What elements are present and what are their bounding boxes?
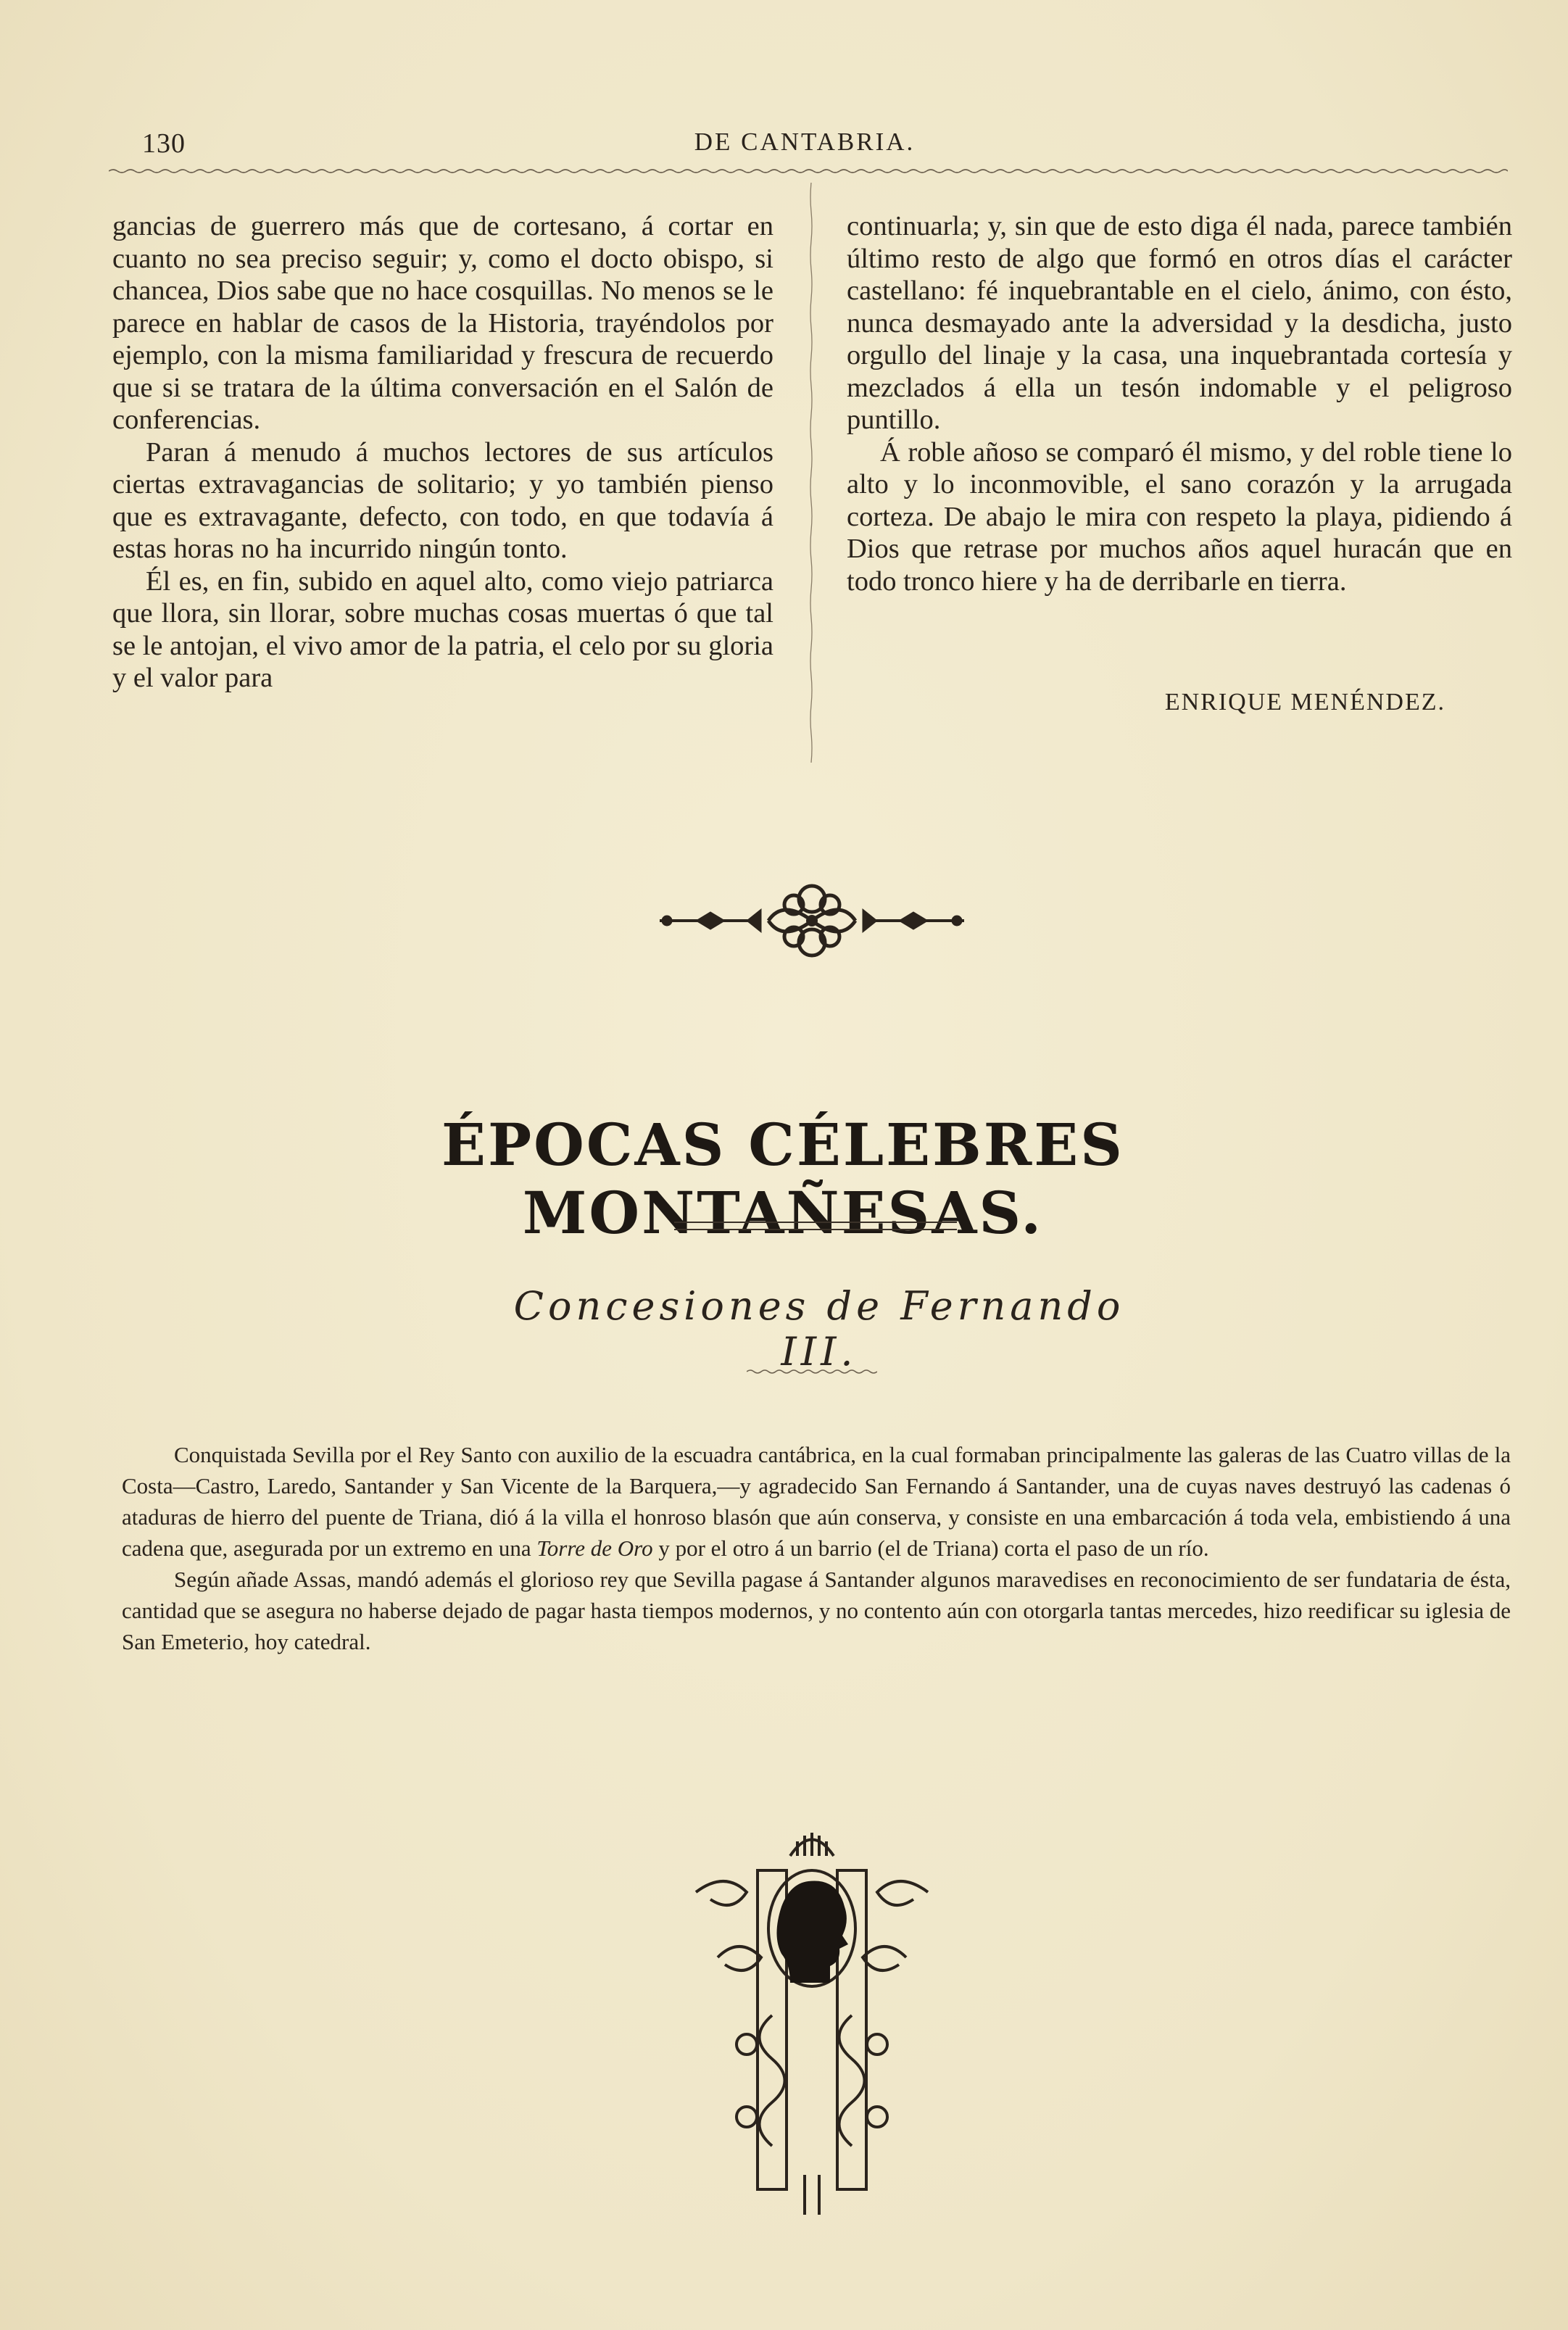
right-column [847, 210, 1512, 597]
section-title: ÉPOCAS CÉLEBRES MONTAÑESAS. [441, 1111, 1124, 1247]
header-wavy-rule [109, 168, 1508, 174]
left-paragraph-3: Él es, en fin, subido en aquel alto, como viejo patriarca que llora, sin llorar, sobre muchas cosas muertas ó que tal se le antojan, el vivo amor de la patria, el celo por su gloria y el valor para [112, 565, 773, 693]
left-paragraph-1: gancias de guerrero más que de cortesano, á cortar en cuanto no sea preciso seguir; y, como el docto obispo, si chancea, Dios sabe que no hace cosquillas. No menos se le parece en hablar de casos de la Historia, trayéndolos por ejemplo, con la misma familiaridad y frescura de recuerdo que si se tratara de la última conversación en el Salón de conferencias. [112, 211, 773, 435]
printer-ornament-icon [652, 870, 971, 964]
body-paragraph-1 [122, 1439, 1511, 1564]
subtitle-wavy-rule [747, 1369, 877, 1375]
right-paragraph-1: continuarla; y, sin que de esto diga él nada, parece también último resto de algo que formó en otros días el carácter castellano: fé inquebrantable en el cielo, ánimo, con ésto, nunca desmayado ante la adversidad y la desdicha, justo orgullo del linaje y la casa, una inquebrantada cortesía y mezclados á ella un tesón indomable y el peligroso puntillo. [847, 211, 1512, 435]
author-signature: ENRIQUE MENÉNDEZ. [1164, 689, 1445, 716]
body-paragraph-1-text-end: y por el otro á un barrio (el de Triana) corta el paso de un río. [652, 1535, 1209, 1561]
section-body [122, 1439, 1511, 1657]
decorative-initial-vignette-icon [681, 1827, 942, 2218]
body-paragraph-1-text: Conquistada Sevilla por el Rey Santo con auxilio de la escuadra cantábrica, en la cual formaban principalmente las galeras de las Cuatro villas de la Costa—Castro, Laredo, Santander y San Vicente de la Barquera,—y agradecido San Fernando á Santander, una de cuyas naves destruyó las cadenas ó ataduras de hierro del puente de Triana, dió á la villa el honroso blasón que aún conserva, y consiste en una embarcación á toda vela, embistiendo á una cadena que, asegurada por un extremo en una [122, 1442, 1511, 1561]
title-double-rule [674, 1219, 957, 1234]
page-number: 130 [142, 128, 186, 159]
body-paragraph-1-emphasis: Torre de Oro [536, 1535, 653, 1561]
column-divider-rule [809, 183, 813, 763]
right-paragraph-2: Á roble añoso se comparó él mismo, y del roble tiene lo alto y lo inconmovible, el sano corazón y la arrugada corteza. De abajo le mira con respeto la playa, pidiendo á Dios que retrase por muchos años aquel huracán que en todo tronco hiere y ha de derribarle en tierra. [847, 436, 1512, 597]
running-head: DE CANTABRIA. [694, 128, 916, 156]
left-column [112, 210, 773, 695]
section-subtitle: Concesiones de Fernando III. [513, 1283, 1125, 1375]
body-paragraph-2: Según añade Assas, mandó además el glorioso rey que Sevilla pagase á Santander algunos maravedises en reconocimiento de ser fundataria de ésta, cantidad que se asegura no haberse dejado de pagar hasta tiempos modernos, y no contento aún con otorgarla tantas mercedes, hizo reedificar su iglesia de San Emeterio, hoy catedral. [122, 1567, 1511, 1654]
left-paragraph-2: Paran á menudo á muchos lectores de sus artículos ciertas extravagancias de solitario; y yo también pienso que es extravagante, defecto, con todo, en que todavía á estas horas no ha incurrido ningún tonto. [112, 436, 773, 564]
